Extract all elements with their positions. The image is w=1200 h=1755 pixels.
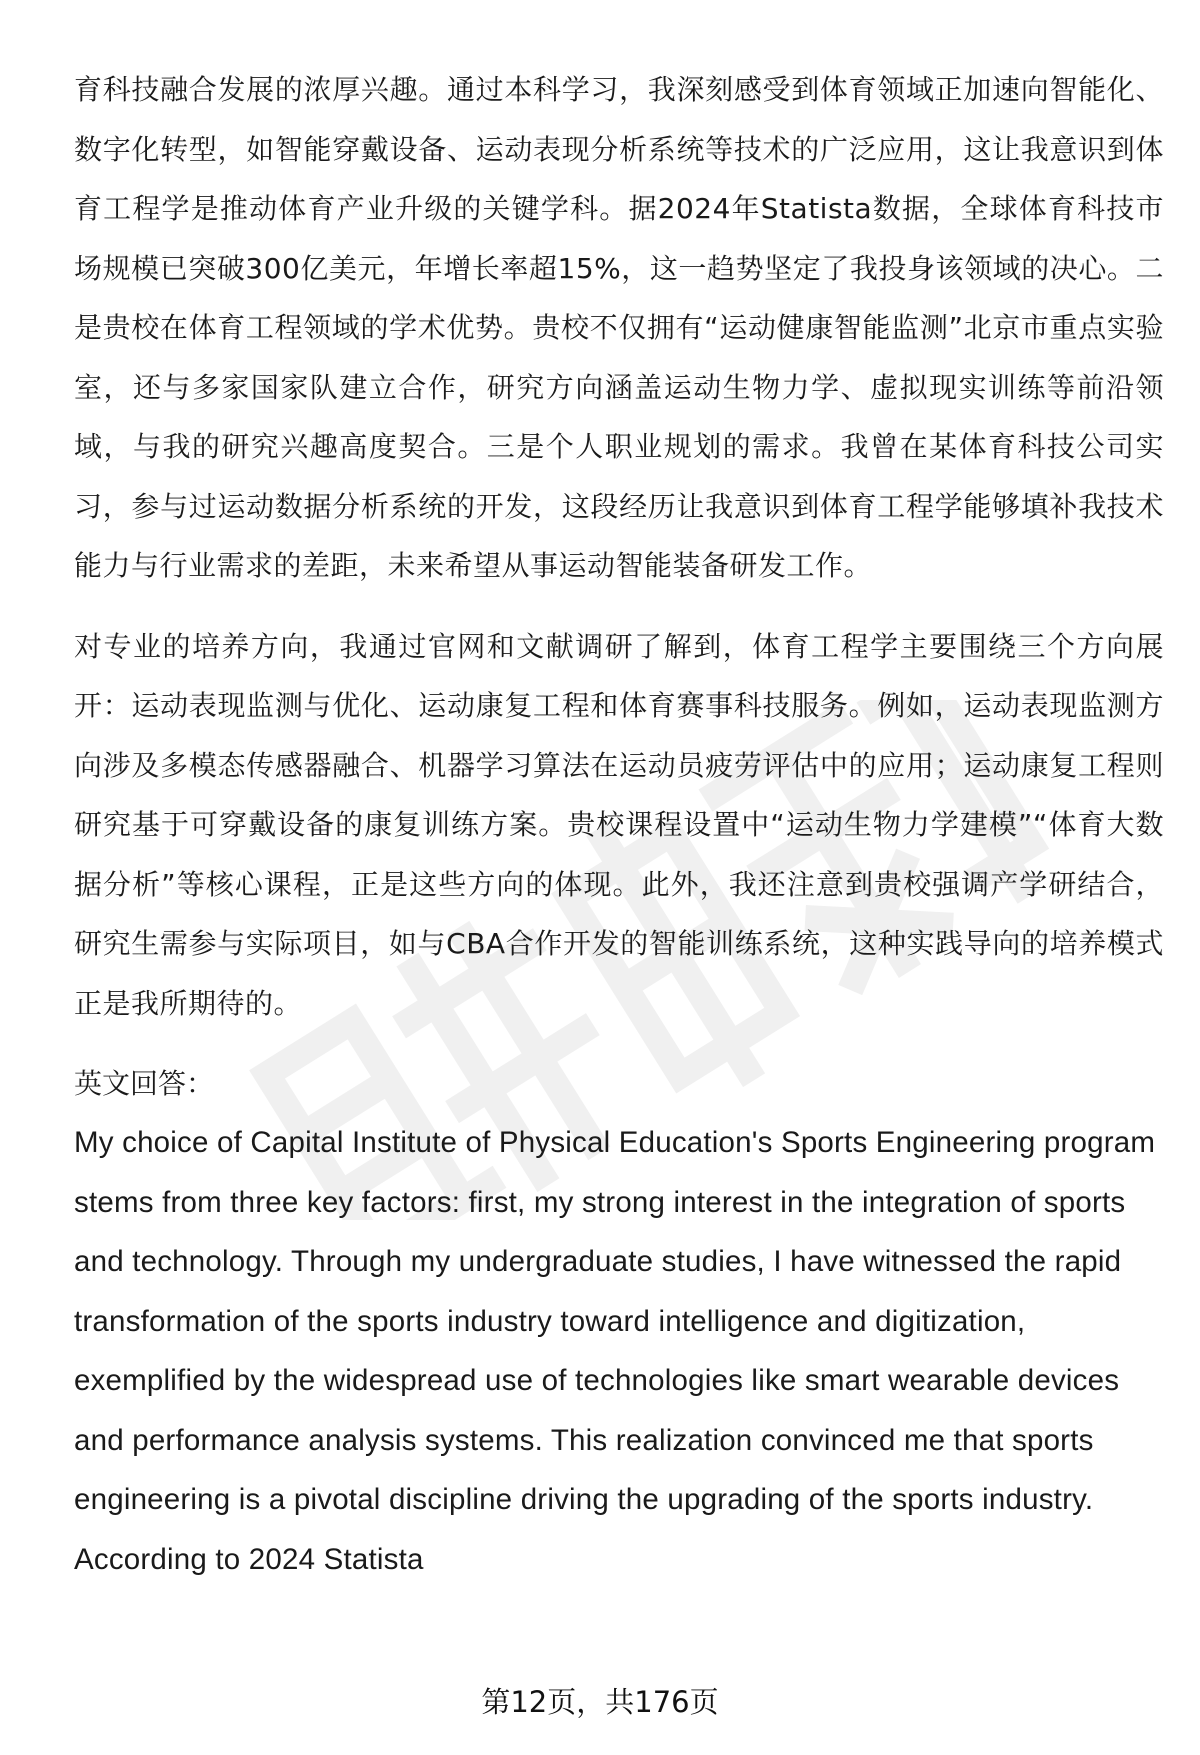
english-paragraph: My choice of Capital Institute of Physical Education's Sports Engineering program stems from three key factors: first, my strong interest in the integration of sports and technology. Through my undergraduate studies, I have witnessed the rapid transformation of the sports industry toward intelligence and digitization, exemplified by the widespread use of technologies like smart wearable devices and performance analysis systems. This realization convinced me that sports engineering is a pivotal discipline driving the upgrading of the sports industry. According to 2024 Statista	[74, 1126, 1156, 1576]
page-number-footer: 第12页，共176页	[481, 1685, 719, 1719]
chinese-paragraph-1: 育科技融合发展的浓厚兴趣。通过本科学习，我深刻感受到体育领域正加速向智能化、数字化转型，如智能穿戴设备、运动表现分析系统等技术的广泛应用，这让我意识到体育工程学是推动体育产业升级的关键学科。据2024年Statista数据，全球体育科技市场规模已突破300亿美元，年增长率超15%，这一趋势坚定了我投身该领域的决心。二是贵校在体育工程领域的学术优势。贵校不仅拥有“运动健康智能监测”北京市重点实验室，还与多家国家队建立合作，研究方向涵盖运动生物力学、虚拟现实训练等前沿领域，与我的研究兴趣高度契合。三是个人职业规划的需求。我曾在某体育科技公司实习，参与过运动数据分析系统的开发，这段经历让我意识到体育工程学能够填补我技术能力与行业需求的差距，未来希望从事运动智能装备研发工作。	[74, 73, 1164, 582]
document-body	[74, 60, 1164, 1589]
english-answer-label: 英文回答：	[74, 1067, 215, 1100]
chinese-paragraph-2: 对专业的培养方向，我通过官网和文献调研了解到，体育工程学主要围绕三个方向展开：运动表现监测与优化、运动康复工程和体育赛事科技服务。例如，运动表现监测方向涉及多模态传感器融合、机器学习算法在运动员疲劳评估中的应用；运动康复工程则研究基于可穿戴设备的康复训练方案。贵校课程设置中“运动生物力学建模”“体育大数据分析”等核心课程，正是这些方向的体现。此外，我还注意到贵校强调产学研结合，研究生需参与实际项目，如与CBA合作开发的智能训练系统，这种实践导向的培养模式正是我所期待的。	[74, 629, 1164, 1020]
